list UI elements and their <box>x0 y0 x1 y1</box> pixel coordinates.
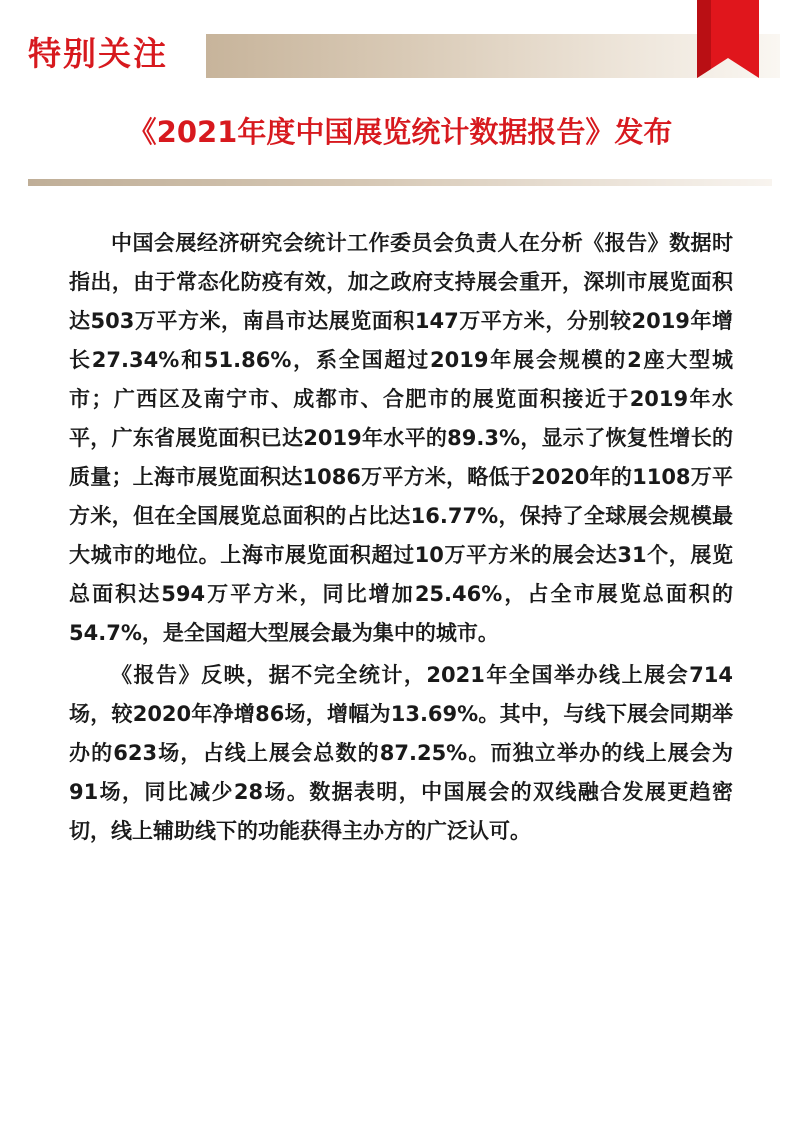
paragraph: 《报告》反映，据不完全统计，2021年全国举办线上展会714场，较2020年净增86场，增幅为13.69%。其中，与线下展会同期举办的623场，占线上展会总数的87.25%。而独立举办的线上展会为91场，同比减少28场。数据表明，中国展会的双线融合发展更趋密切，线上辅助线下的功能获得主办方的广泛认可。 <box>69 663 733 843</box>
page-title: 《2021年度中国展览统计数据报告》发布 <box>127 115 673 149</box>
paragraph: 中国会展经济研究会统计工作委员会负责人在分析《报告》数据时指出，由于常态化防疫有效，加之政府支持展会重开，深圳市展览面积达503万平方米，南昌市达展览面积147万平方米，分别较2019年增长27.34%和51.86%，系全国超过2019年展会规模的2座大型城市；广西区及南宁市、成都市、合肥市的展览面积接近于2019年水平，广东省展览面积已达2019年水平的89.3%，显示了恢复性增长的质量；上海市展览面积达1086万平方米，略低于2020年的1108万平方米，但在全国展览总面积的占比达16.77%，保持了全球展会规模最大城市的地位。上海市展览面积超过10万平方米的展会达31个，展览总面积达594万平方米，同比增加25.46%，占全市展览总面积的54.7%，是全国超大型展会最为集中的城市。 <box>69 231 733 645</box>
article-body <box>69 224 733 854</box>
section-label: 特别关注 <box>28 34 168 73</box>
title-divider <box>28 179 772 186</box>
header-bar <box>206 34 780 78</box>
bookmark-ribbon-icon <box>697 0 759 78</box>
